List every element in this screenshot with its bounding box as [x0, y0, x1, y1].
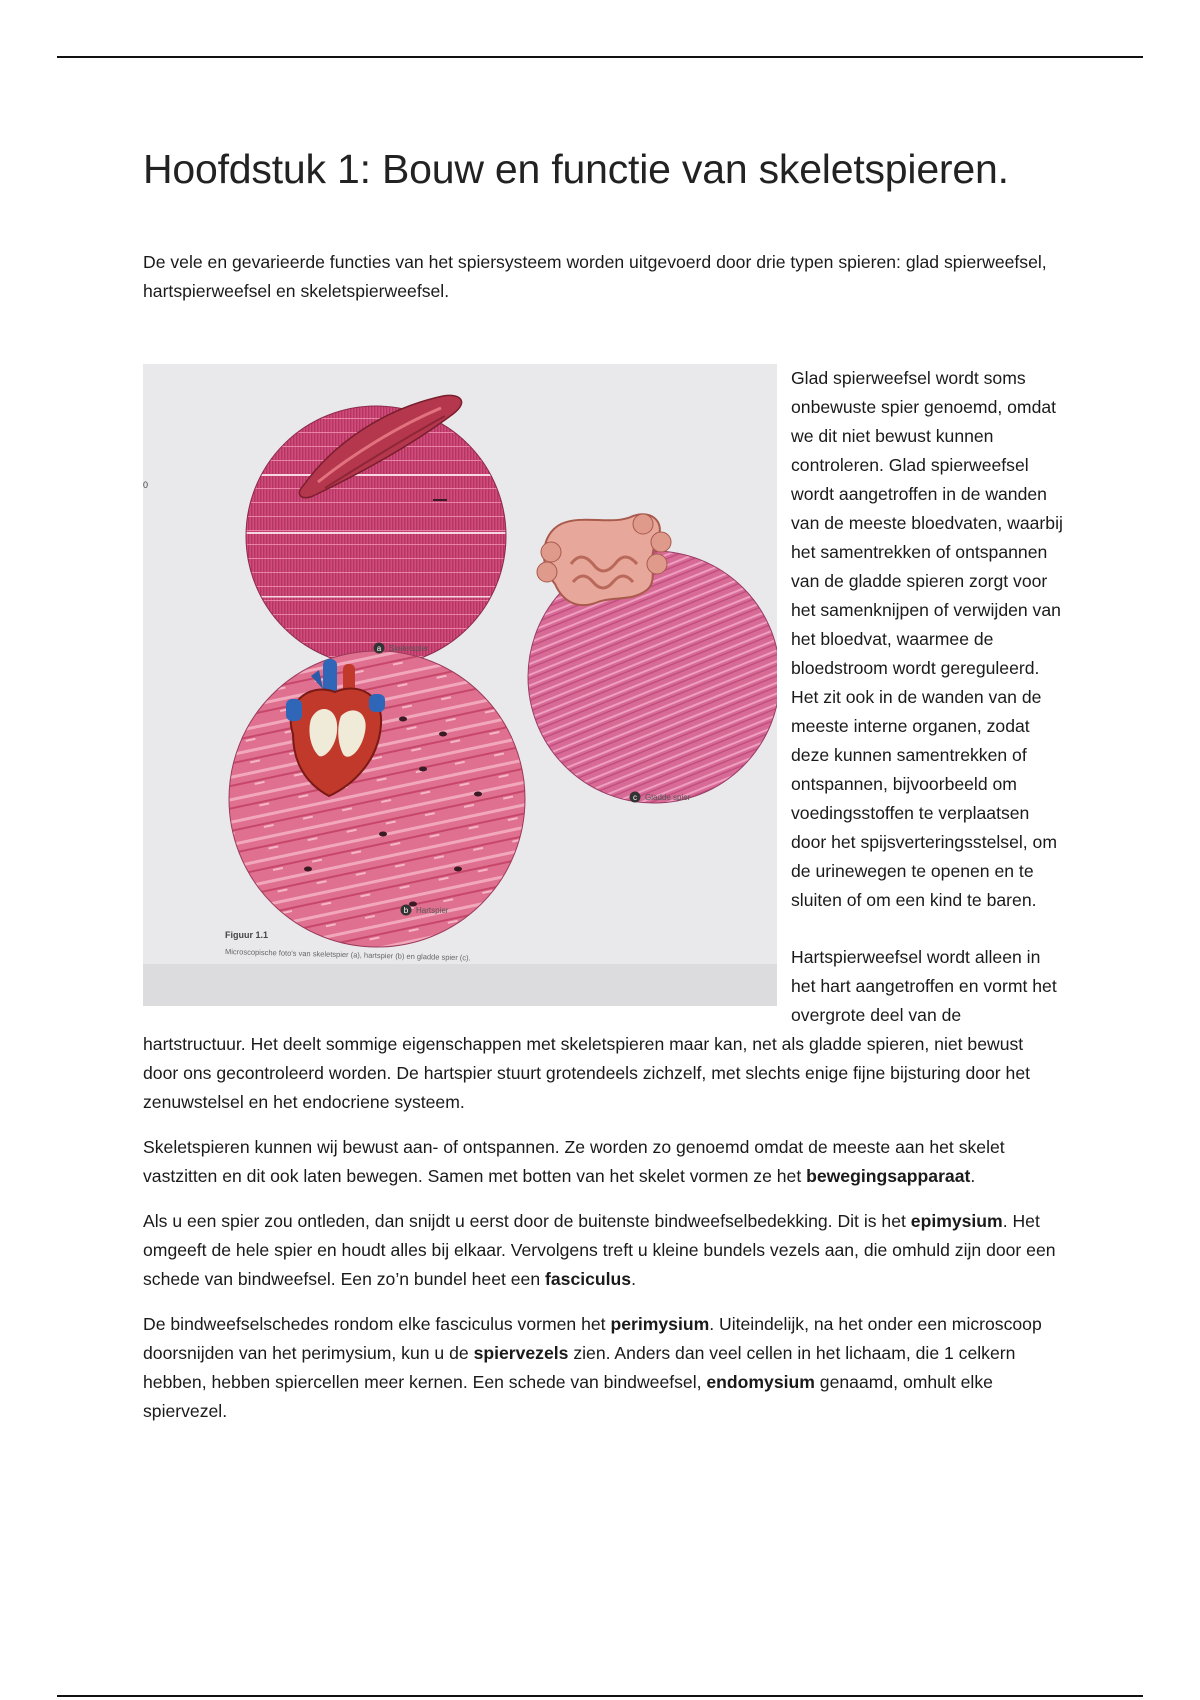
label-skeletal: [374, 643, 429, 654]
figure-edge-mark: 0: [143, 480, 149, 490]
skeletal-muscle-paragraph: Skeletspieren kunnen wij bewust aan- of ontspannen. Ze worden zo genoemd omdat de meeste aan het skelet vastzitten en dit ook laten bewegen. Samen met botten van het skelet vormen ze het bewegingsapparaat.: [143, 1137, 1005, 1186]
svg-text:Gladde spier: Gladde spier: [645, 793, 691, 802]
page-title: Hoofdstuk 1: Bouw en functie van skeletspieren.: [143, 146, 1009, 192]
term-spiervezels: spiervezels: [473, 1343, 569, 1363]
intro-paragraph: De vele en gevarieerde functies van het spiersysteem worden uitgevoerd door drie typen spieren: glad spierweefsel, hartspierweefsel en skeletspierweefsel.: [143, 252, 1047, 301]
term-endomysium: endomysium: [706, 1372, 815, 1392]
document-body: [143, 248, 1063, 1442]
term-bewegingsapparaat: bewegingsapparaat: [806, 1166, 971, 1186]
cardiac-muscle-paragraph: Hartspierweefsel wordt alleen in het hart aangetroffen en vormt het overgrote deel van de hartstructuur. Het deelt sommige eigenschappen met skeletspieren maar kan, net als gladde spieren, niet bewust door ons gecontroleerd worden. De hartspier stuurt grotendeels zichzelf, met slechts enige fijne bijsturing door het zenuwstelsel en het endocriene systeem.: [143, 947, 1057, 1112]
term-perimysium: perimysium: [610, 1314, 710, 1334]
top-rule: [57, 56, 1143, 58]
svg-text:b: b: [403, 906, 409, 915]
muscle-tissue-figure: [143, 364, 777, 1006]
dissection-paragraph: Als u een spier zou ontleden, dan snijdt u eerst door de buitenste bindweefselbedekking. Dit is het epimysium. Het omgeeft de hele spier en houdt alles bij elkaar. Vervolgens treft u kleine bundels vezels aan, die omhuld zijn door een schede van bindweefsel. Een zo’n bundel heet een fasciculus.: [143, 1211, 1056, 1289]
figure-caption-title: Figuur 1.1: [225, 930, 269, 940]
svg-text:Skeletspier: Skeletspier: [389, 644, 429, 653]
label-cardiac: [401, 905, 449, 916]
svg-text:a: a: [376, 644, 382, 653]
smooth-muscle-paragraph: Glad spierweefsel wordt soms onbewuste spier genoemd, omdat we dit niet bewust kunnen controleren. Glad spierweefsel wordt aangetroffen in de wanden van de meeste bloedvaten, waarbij het samentrekken of ontspannen van de gladde spieren zorgt voor het samenknijpen of verwijden van het bloedvat, waarmee de bloedstroom wordt gereguleerd. Het zit ook in de wanden van de meeste interne organen, zodat deze kunnen samentrekken of ontspannen, bijvoorbeeld om voedingsstoffen te verplaatsen door het spijsverteringsstelsel, om de urinewegen te openen en te sluiten of om een kind te baren.: [791, 368, 1063, 910]
svg-text:c: c: [633, 793, 637, 802]
label-smooth: [630, 792, 691, 803]
term-epimysium: epimysium: [910, 1211, 1003, 1231]
bottom-rule: [57, 1695, 1143, 1697]
perimysium-paragraph: De bindweefselschedes rondom elke fasciculus vormen het perimysium. Uiteindelijk, na het onder een microscoop doorsnijden van het perimysium, kun u de spiervezels zien. Anders dan veel cellen in het lichaam, die 1 celkern hebben, hebben spiercellen meer kernen. Een schede van bindweefsel, endomysium genaamd, omhult elke spiervezel.: [143, 1314, 1042, 1421]
figure-caption-text: Microscopische foto's van skeletspier (a), hartspier (b) en gladde spier (c).: [224, 947, 471, 963]
term-fasciculus: fasciculus: [545, 1269, 632, 1289]
svg-text:Hartspier: Hartspier: [416, 906, 449, 915]
